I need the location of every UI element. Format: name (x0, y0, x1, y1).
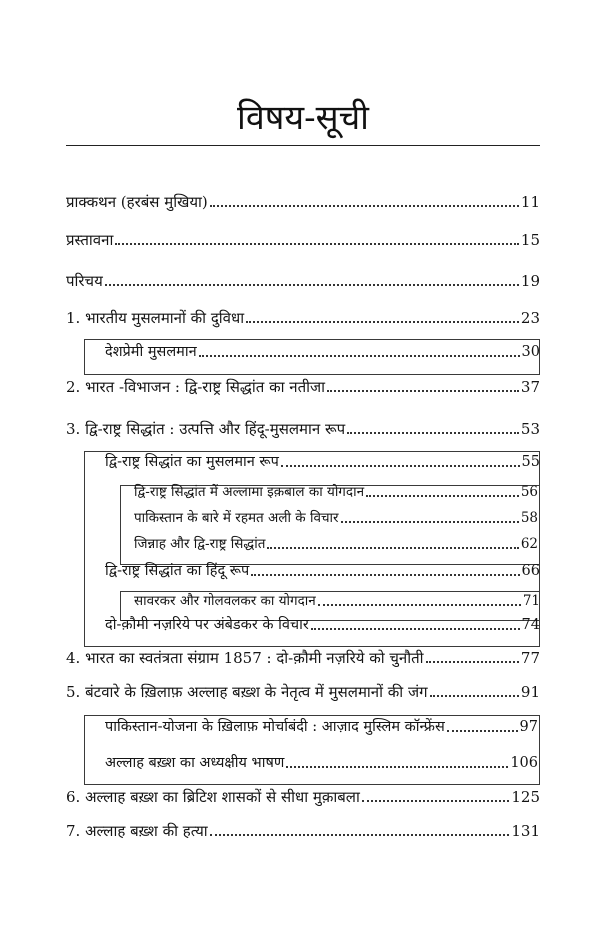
dot-leader (210, 834, 510, 836)
toc-entry-title: 5. बंटवारे के ख़िलाफ़ अल्लाह बख़्श के नेतृत्व में मुसलमानों की जंग (66, 683, 428, 701)
dot-leader (267, 547, 518, 549)
toc-entry-title: प्रस्तावना (66, 231, 114, 249)
toc-page-number: 30 (521, 344, 540, 360)
dot-leader (426, 661, 519, 663)
toc-entry[interactable] (134, 504, 538, 528)
toc-entry-title: प्राक्कथन (हरबंस मुखिया) (66, 193, 208, 211)
toc-entry[interactable] (66, 644, 540, 668)
toc-entry-title: 7. अल्लाह बख़्श की हत्या (66, 822, 208, 840)
dot-leader (447, 730, 518, 732)
toc-page-number: 58 (520, 510, 538, 526)
toc-entry[interactable] (66, 188, 540, 212)
toc-entry-title: परिचय (66, 272, 103, 290)
toc-entry[interactable] (134, 587, 540, 611)
toc-entry[interactable] (105, 713, 538, 737)
toc-page-number: 71 (522, 593, 540, 609)
toc-entry-title: जिन्नाह और द्वि-राष्ट्र सिद्धांत (134, 536, 266, 552)
toc-page-number: 91 (520, 683, 540, 701)
dot-leader (362, 800, 510, 802)
toc-page-number: 55 (521, 454, 540, 470)
toc-page-number: 125 (511, 788, 540, 806)
toc-page-number: 77 (520, 649, 540, 667)
toc-entry[interactable] (105, 338, 540, 362)
toc-page-number: 74 (521, 617, 540, 633)
toc-entry[interactable] (66, 267, 540, 291)
dot-leader (210, 205, 519, 207)
dot-leader (246, 321, 519, 323)
toc-entry-title: पाकिस्तान के बारे में रहमत अली के विचार (134, 510, 339, 526)
toc-page-number: 56 (520, 484, 538, 500)
toc-entry-title: 4. भारत का स्वतंत्रता संग्राम 1857 : दो-क़ौमी नज़रिये को चुनौती (66, 649, 424, 667)
toc-entry[interactable] (105, 557, 540, 581)
dot-leader (347, 432, 519, 434)
dot-leader (199, 355, 520, 357)
toc-page-number: 23 (520, 309, 540, 327)
toc-page-number: 131 (511, 822, 540, 840)
toc-entry-title: द्वि-राष्ट्र सिद्धांत का मुसलमान रूप (105, 454, 279, 470)
toc-entry[interactable] (134, 478, 538, 502)
toc-page-number: 62 (520, 536, 538, 552)
toc-entry[interactable] (66, 226, 540, 250)
toc-entry-title: देशप्रेमी मुसलमान (105, 344, 197, 360)
toc-page-number: 53 (520, 420, 540, 438)
toc-page-number: 37 (520, 378, 540, 396)
toc-page-number: 11 (520, 193, 540, 211)
toc-entry[interactable] (66, 678, 540, 702)
toc-page-number: 97 (519, 719, 538, 735)
toc-page-number: 66 (521, 563, 540, 579)
toc-entry[interactable] (66, 817, 540, 841)
toc-entry[interactable] (66, 783, 540, 807)
toc-page-number: 19 (520, 272, 540, 290)
toc-page-number: 15 (520, 231, 540, 249)
dot-leader (366, 495, 519, 497)
toc-entry-title: 1. भारतीय मुसलमानों की दुविधा (66, 309, 245, 327)
toc-entry-title: द्वि-राष्ट्र सिद्धांत में अल्लामा इक़बाल का योगदान (134, 484, 365, 500)
toc-entry[interactable] (105, 448, 540, 472)
toc-entry-title: 2. भारत -विभाजन : द्वि-राष्ट्र सिद्धांत का नतीजा (66, 378, 326, 396)
toc-entry[interactable] (105, 611, 540, 635)
page-title: विषय-सूची (237, 98, 369, 138)
dot-leader (327, 390, 519, 392)
toc-entry-title: द्वि-राष्ट्र सिद्धांत का हिंदू रूप (105, 563, 250, 579)
toc-entry[interactable] (66, 373, 540, 397)
dot-leader (281, 465, 520, 467)
dot-leader (105, 284, 519, 286)
dot-leader (311, 628, 520, 630)
dot-leader (115, 243, 519, 245)
toc-entry-title: पाकिस्तान-योजना के ख़िलाफ़ मोर्चाबंदी : आज़ाद मुस्लिम कॉन्फ्रेंस (105, 719, 445, 735)
toc-entry[interactable] (66, 304, 540, 328)
dot-leader (286, 766, 508, 768)
toc-entry-title: 3. द्वि-राष्ट्र सिद्धांत : उत्पत्ति और हिंदू-मुसलमान रूप (66, 420, 346, 438)
toc-entry[interactable] (134, 530, 538, 554)
dot-leader (341, 521, 519, 523)
toc-entry-title: 6. अल्लाह बख़्श का ब्रिटिश शासकों से सीधा मुक़ाबला (66, 788, 360, 806)
toc-entry[interactable] (105, 749, 538, 773)
toc-entry-title: दो-क़ौमी नज़रिये पर अंबेडकर के विचार (105, 617, 309, 633)
dot-leader (430, 695, 519, 697)
toc-entry-title: अल्लाह बख़्श का अध्यक्षीय भाषण (105, 755, 285, 771)
dot-leader (318, 604, 521, 606)
toc-entry[interactable] (66, 415, 540, 439)
toc-page-number: 106 (510, 755, 538, 771)
dot-leader (251, 574, 519, 576)
toc-entry-title: सावरकर और गोलवलकर का योगदान (134, 593, 316, 609)
